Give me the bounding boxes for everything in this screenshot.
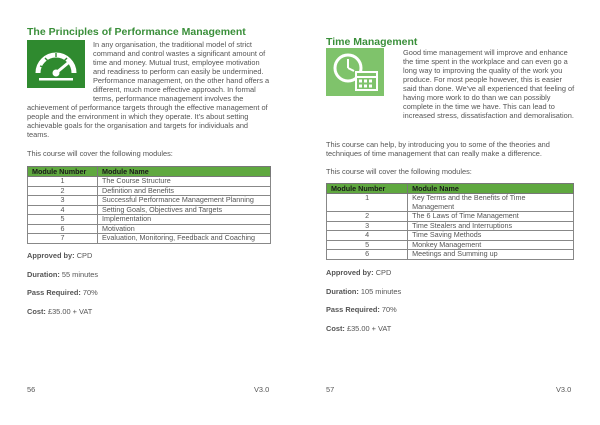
cost: Cost: £35.00 + VAT xyxy=(27,306,93,316)
module-name: Motivation xyxy=(98,224,271,234)
modules-intro: This course will cover the following modules: xyxy=(27,149,173,158)
module-name: Time Stealers and Interruptions xyxy=(408,221,574,231)
column-header-name: Module Name xyxy=(98,167,271,177)
module-number: 5 xyxy=(327,240,408,250)
module-number: 6 xyxy=(327,250,408,260)
module-number: 2 xyxy=(327,212,408,222)
cost: Cost: £35.00 + VAT xyxy=(326,323,392,333)
column-header-name: Module Name xyxy=(408,184,574,194)
modules-table xyxy=(27,166,271,244)
page-title: Time Management xyxy=(326,36,418,48)
module-number: 5 xyxy=(28,215,98,225)
module-number: 1 xyxy=(28,177,98,187)
course-help-text: This course can help, by introducing you to some of the theories and techniques of time management that can really make a difference. xyxy=(326,140,550,158)
course-details xyxy=(27,251,98,325)
duration: Duration: 55 minutes xyxy=(27,269,99,279)
module-number: 6 xyxy=(28,224,98,234)
version-label: V3.0 xyxy=(254,385,270,394)
page-number: 56 xyxy=(27,385,36,394)
module-name: Time Saving Methods xyxy=(408,231,574,241)
course-description xyxy=(27,40,272,139)
right-page xyxy=(300,0,600,425)
module-name: Implementation xyxy=(98,215,271,225)
table-row xyxy=(28,177,271,187)
module-number: 3 xyxy=(28,196,98,206)
module-name: Monkey Management xyxy=(408,240,574,250)
module-number: 1 xyxy=(327,194,408,212)
module-name: Definition and Benefits xyxy=(98,186,271,196)
column-header-number: Module Number xyxy=(327,184,408,194)
pass-required: Pass Required: 70% xyxy=(27,288,98,297)
table-row xyxy=(327,231,574,241)
table-row xyxy=(327,194,574,212)
module-name: Evaluation, Monitoring, Feedback and Coaching xyxy=(98,234,271,244)
module-name: Successful Performance Management Planning xyxy=(98,196,271,206)
course-details xyxy=(326,268,401,342)
module-number: 3 xyxy=(327,221,408,231)
module-name: The 6 Laws of Time Management xyxy=(408,212,574,222)
course-intro-text: In any organisation, the traditional model of strict command and control wastes a significant amount of time and money. Mutual trust, employee motivation and readiness to perform can easily be undermined. Performance management, on the other hand offers a different, much more effective approach. In formal terms, performance management involves the achievement of performance targets through the effective management of people and the environment in which they operate. It’s about setting achievable goals for the organisation and targets for individuals and teams. xyxy=(27,40,270,139)
pass-required: Pass Required: 70% xyxy=(326,305,397,314)
module-number: 2 xyxy=(28,186,98,196)
table-row xyxy=(28,215,271,225)
module-number: 7 xyxy=(28,234,98,244)
version-label: V3.0 xyxy=(556,385,572,394)
module-number: 4 xyxy=(327,231,408,241)
module-name: Meetings and Summing up xyxy=(408,250,574,260)
table-header-row xyxy=(327,184,574,194)
modules-table xyxy=(326,183,574,260)
approved-by: Approved by: CPD xyxy=(27,251,93,260)
table-row xyxy=(327,250,574,260)
module-name: Key Terms and the Benefits of Time Management xyxy=(408,194,574,212)
duration: Duration: 105 minutes xyxy=(326,286,402,296)
table-row xyxy=(327,212,574,222)
page-title: The Principles of Performance Management xyxy=(27,26,246,38)
course-intro-text: Good time management will improve and enhance the time spent in the workplace and can even go a long way to improving the quality of the work you produce. For most people however, this is easier said than done. We’ve all experienced that feeling of having more work to do than we can possibly complete in the time we have. This can lead to increased stress, dissatisfaction and demoralisation. xyxy=(403,48,575,120)
module-name: The Course Structure xyxy=(98,177,271,187)
table-row xyxy=(28,234,271,244)
module-name: Setting Goals, Objectives and Targets xyxy=(98,205,271,215)
column-header-number: Module Number xyxy=(28,167,98,177)
table-header-row xyxy=(28,167,271,177)
module-number: 4 xyxy=(28,205,98,215)
page-number: 57 xyxy=(326,385,335,394)
approved-by: Approved by: CPD xyxy=(326,268,392,277)
table-row xyxy=(28,196,271,206)
modules-intro: This course will cover the following modules: xyxy=(326,167,472,176)
